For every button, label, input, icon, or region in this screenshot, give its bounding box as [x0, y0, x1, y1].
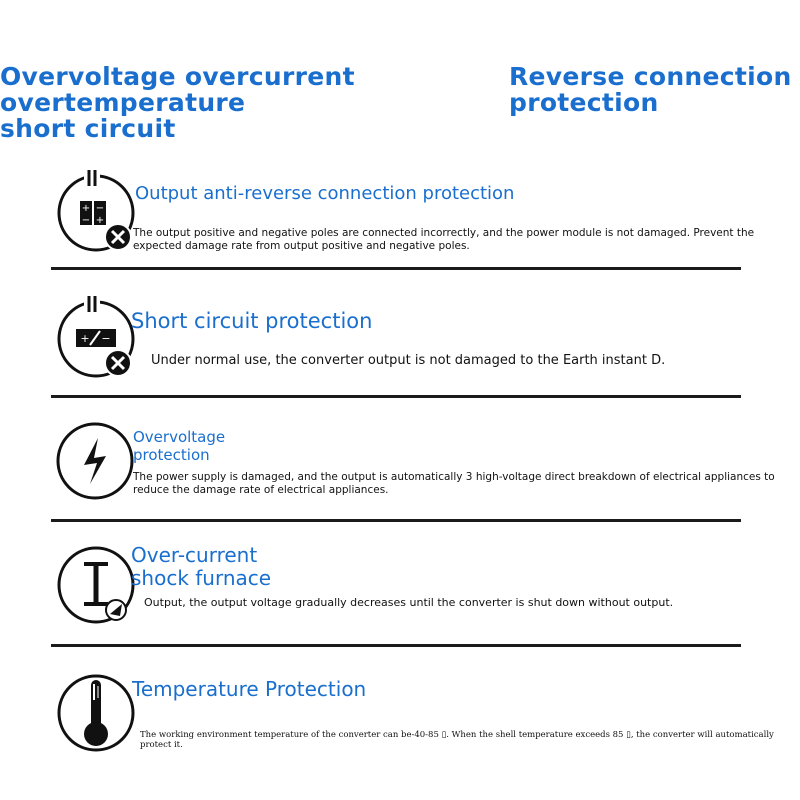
svg-text:+: +: [81, 203, 91, 214]
feature-description: Output, the output voltage gradually decreases until the converter is shut down without output.: [144, 596, 674, 609]
secondary-heading: Reverse connection protection: [509, 62, 792, 117]
feature-description: The output positive and negative poles are connected incorrectly, and the power module is not damaged. Prevent the expected damage rate from output positive and negative poles.: [133, 227, 755, 252]
svg-text:+: +: [80, 332, 90, 345]
feature-description: The power supply is damaged, and the output is automatically 3 high-voltage direct breakdown of electrical appliances to reduce the damage rate of electrical appliances.: [133, 471, 775, 496]
feature-description: The working environment temperature of the converter can be-40-85 ▯. When the shell temperature exceeds 85 ▯, the converter will automatically protect it.: [140, 730, 774, 750]
feature-title: Temperature Protection: [132, 677, 367, 701]
feature-description: Under normal use, the converter output is not damaged to the Earth instant D.: [151, 353, 666, 368]
main-heading: Overvoltage overcurrent overtemperature short circuit: [0, 62, 355, 143]
thermometer-icon: [54, 672, 140, 756]
svg-text:+: +: [95, 215, 105, 226]
feature-title: Overvoltage protection: [133, 428, 226, 464]
svg-text:−: −: [81, 215, 91, 226]
feature-title: Short circuit protection: [131, 309, 373, 333]
svg-text:−: −: [101, 332, 111, 345]
feature-title: Over-current shock furnace: [131, 543, 272, 590]
svg-text:−: −: [95, 203, 105, 214]
feature-title: Output anti-reverse connection protection: [135, 183, 515, 204]
